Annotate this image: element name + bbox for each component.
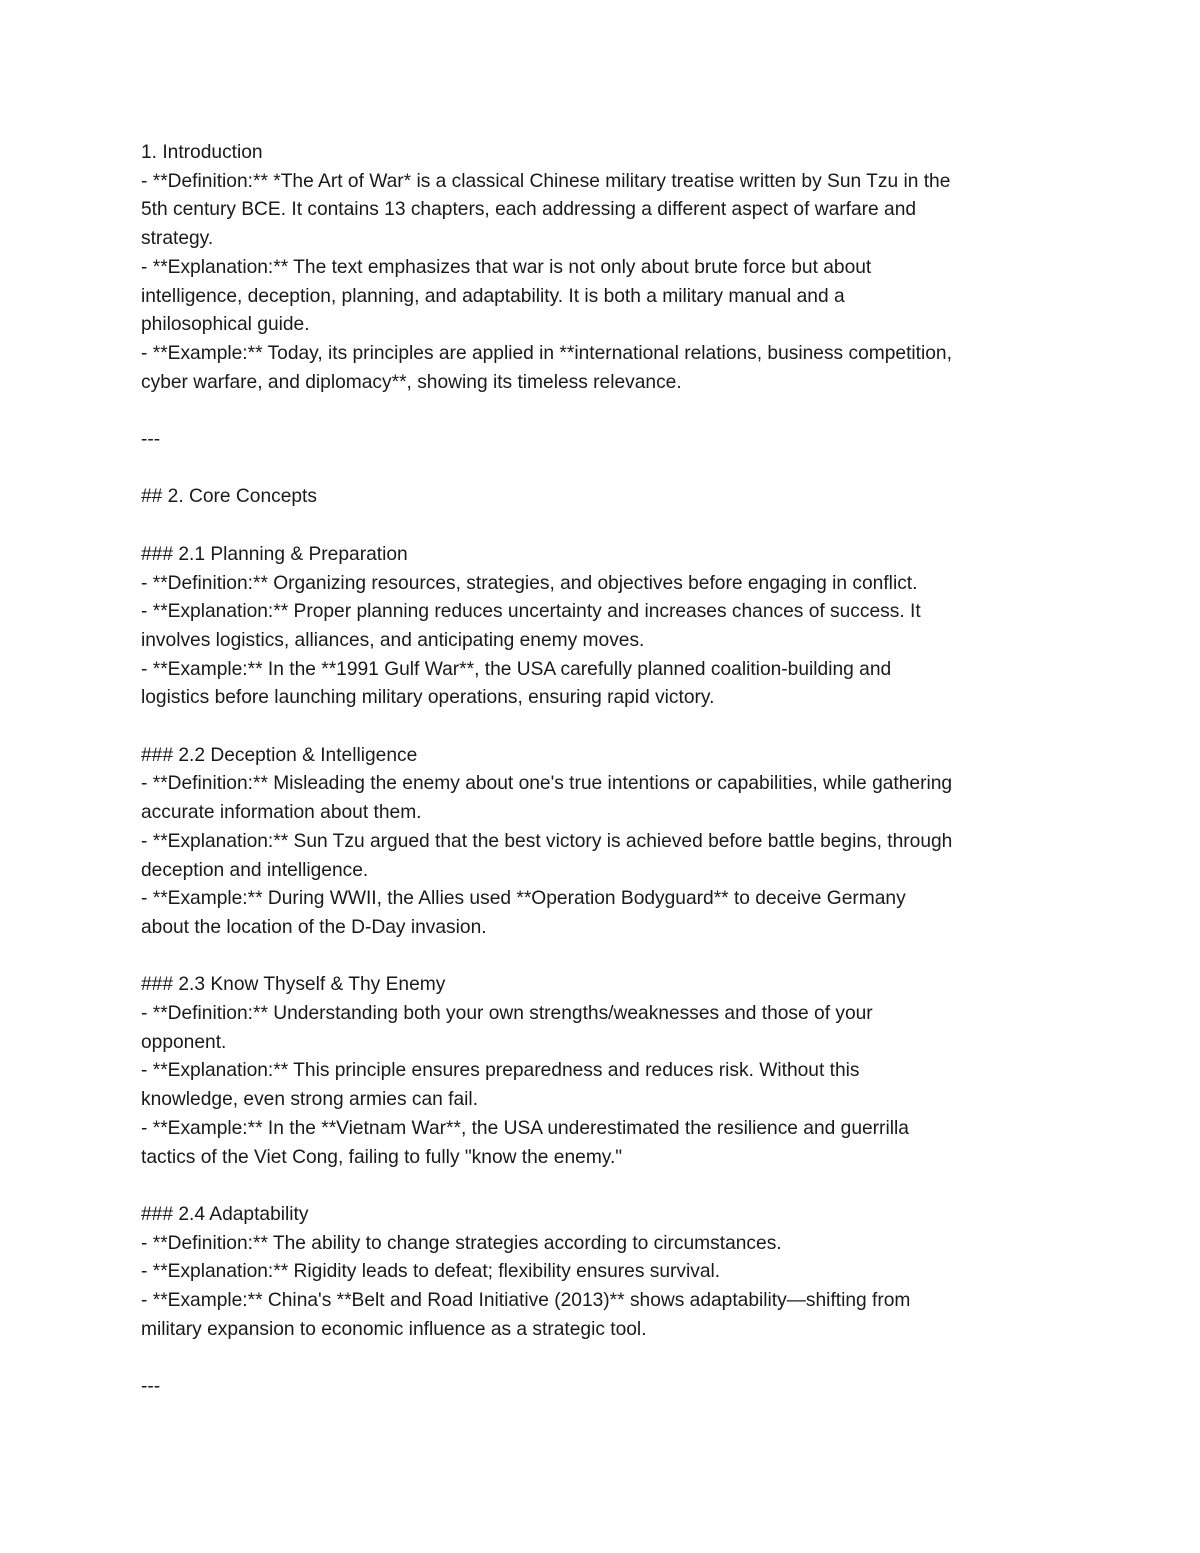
subsection-heading: ### 2.3 Know Thyself & Thy Enemy xyxy=(141,974,446,996)
blank-line xyxy=(141,512,1061,541)
bullet-line: - **Example:** In the **Vietnam War**, the USA underestimated the resilience and guerrilla xyxy=(141,1117,909,1139)
text-line: military expansion to economic influence as a strategic tool. xyxy=(141,1318,647,1340)
text-line: 5th century BCE. It contains 13 chapters, each addressing a different aspect of warfare and xyxy=(141,199,917,221)
blank-line xyxy=(141,943,1061,972)
subsection-heading: ### 2.4 Adaptability xyxy=(141,1203,309,1225)
subsection-heading: ### 2.2 Deception & Intelligence xyxy=(141,744,418,766)
blank-line xyxy=(141,397,1061,426)
text-line: tactics of the Viet Cong, failing to fully "know the enemy." xyxy=(141,1146,623,1168)
bullet-line: - **Explanation:** Proper planning reduces uncertainty and increases chances of success. It xyxy=(141,601,921,623)
bullet-line: - **Definition:** Misleading the enemy about one's true intentions or capabilities, while gathering xyxy=(141,773,953,795)
text-line: accurate information about them. xyxy=(141,802,422,824)
text-line: involves logistics, alliances, and anticipating enemy moves. xyxy=(141,629,645,651)
text-line: cyber warfare, and diplomacy**, showing its timeless relevance. xyxy=(141,371,682,393)
text-line: deception and intelligence. xyxy=(141,859,369,881)
blank-line xyxy=(141,1172,1061,1201)
bullet-line: - **Example:** Today, its principles are applied in **international relations, business competition, xyxy=(141,342,952,364)
text-line: opponent. xyxy=(141,1031,227,1053)
text-line: intelligence, deception, planning, and adaptability. It is both a military manual and a xyxy=(141,285,845,307)
text-line: philosophical guide. xyxy=(141,314,310,336)
text-line: knowledge, even strong armies can fail. xyxy=(141,1089,479,1111)
bullet-line: - **Explanation:** Sun Tzu argued that the best victory is achieved before battle begins, through xyxy=(141,830,953,852)
section-heading: 1. Introduction xyxy=(141,142,263,163)
bullet-line: - **Definition:** Organizing resources, strategies, and objectives before engaging in conflict. xyxy=(141,572,918,594)
text-line: strategy. xyxy=(141,228,214,250)
document-page xyxy=(141,139,1061,1402)
bullet-line: - **Explanation:** This principle ensures preparedness and reduces risk. Without this xyxy=(141,1060,860,1082)
blank-line xyxy=(141,713,1061,742)
bullet-line: - **Definition:** *The Art of War* is a classical Chinese military treatise written by Sun Tzu in the xyxy=(141,170,951,192)
bullet-line: - **Explanation:** The text emphasizes that war is not only about brute force but about xyxy=(141,256,872,278)
bullet-line: - **Example:** During WWII, the Allies used **Operation Bodyguard** to deceive Germany xyxy=(141,888,906,910)
bullet-line: - **Explanation:** Rigidity leads to defeat; flexibility ensures survival. xyxy=(141,1261,721,1283)
blank-line xyxy=(141,455,1061,484)
text-line: about the location of the D-Day invasion. xyxy=(141,916,487,938)
bullet-line: - **Definition:** The ability to change strategies according to circumstances. xyxy=(141,1232,782,1254)
bullet-line: - **Example:** China's **Belt and Road Initiative (2013)** shows adaptability—shifting from xyxy=(141,1290,911,1312)
section-heading: ## 2. Core Concepts xyxy=(141,486,317,508)
bullet-line: - **Example:** In the **1991 Gulf War**, the USA carefully planned coalition-building and xyxy=(141,658,892,680)
blank-line xyxy=(141,1344,1061,1373)
text-line: logistics before launching military operations, ensuring rapid victory. xyxy=(141,687,715,709)
subsection-heading: ### 2.1 Planning & Preparation xyxy=(141,543,408,565)
bullet-line: - **Definition:** Understanding both your own strengths/weaknesses and those of your xyxy=(141,1003,873,1025)
horizontal-rule: --- xyxy=(141,429,161,451)
horizontal-rule: --- xyxy=(141,1376,161,1398)
